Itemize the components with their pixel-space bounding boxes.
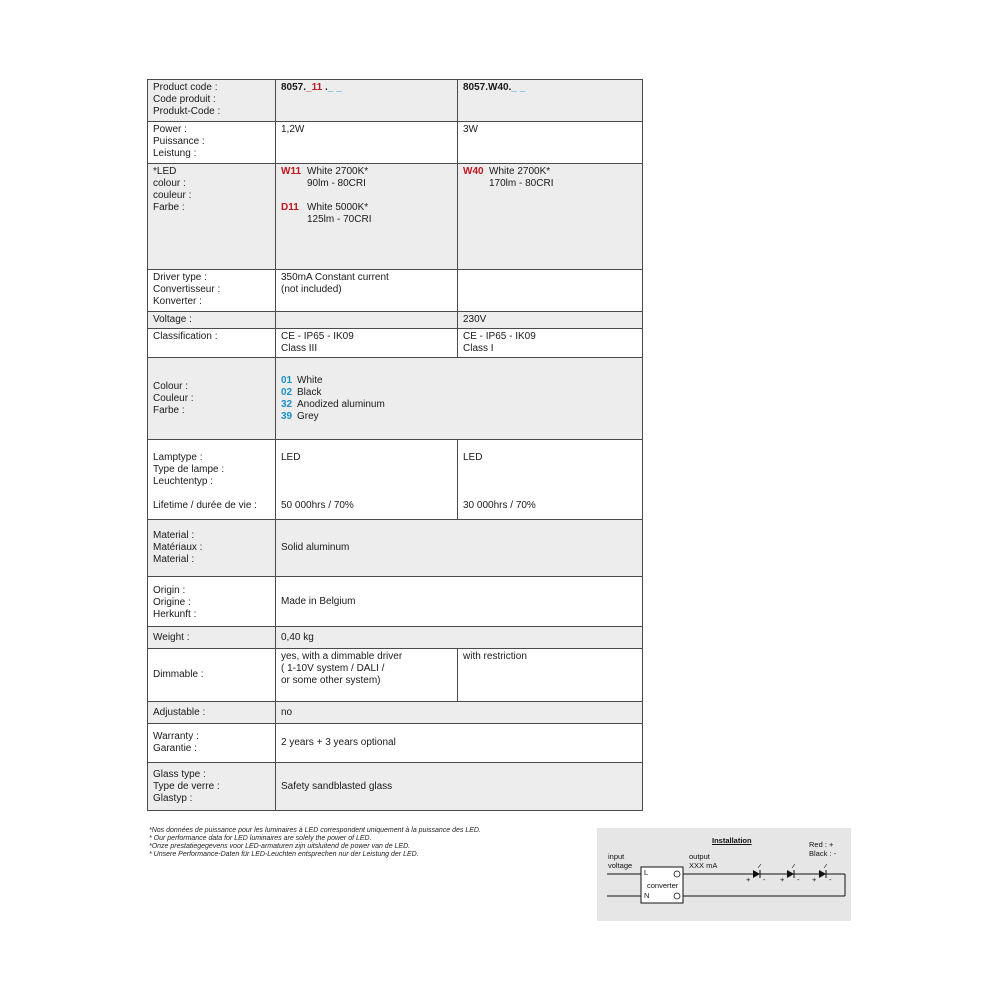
weight-value: 0,40 kg [276,627,643,649]
row-material [148,520,643,577]
lamptype-b: LED 30 000hrs / 70% [458,440,643,520]
product-code-b: 8057.W40._ _ [458,80,643,122]
led-plus-label: + [746,875,751,884]
led-option-d11: D11 White 5000K* 125lm - 70CRI [281,202,372,225]
label-dimmable: Dimmable : [148,649,276,702]
footnote-de: * Unsere Performance-Daten für LED-Leuchten entsprechen nur der Leistung der LED. [149,851,419,858]
led-minus-label: - [829,875,832,884]
label-product-code: Product code : Code produit : Produkt-Code : [148,80,276,122]
driver-b [458,270,643,312]
classification-b: CE - IP65 - IK09 Class I [458,329,643,358]
led-plus-label: + [780,875,785,884]
legend-black: Black : - [809,849,837,858]
row-led-colour [148,164,643,270]
led-colour-a [276,164,458,270]
row-driver [148,270,643,312]
footnotes [149,827,481,859]
led-minus-label: - [797,875,800,884]
classification-a: CE - IP65 - IK09 Class III [276,329,458,358]
label-origin: Origin : Origine : Herkunft : [148,577,276,627]
row-voltage [148,312,643,329]
row-warranty [148,724,643,763]
footnote-nl: *Onze prestatiegegevens voor LED-armaturen zijn uitsluitend de power van de LED. [149,843,411,850]
lamptype-a: LED 50 000hrs / 70% [276,440,458,520]
row-glass [148,763,643,811]
installation-diagram [597,828,851,921]
colour-option: 02 Black [281,386,322,398]
label-weight: Weight : [148,627,276,649]
dimmable-a: yes, with a dimmable driver ( 1-10V system / DALI / or some other system) [276,649,458,702]
label-colour: Colour : Couleur : Farbe : [148,358,276,440]
label-adjustable: Adjustable : [148,702,276,724]
colour-option: 39 Grey [281,410,319,422]
row-adjustable [148,702,643,724]
voltage-a [276,312,458,329]
row-power [148,122,643,164]
spec-table [147,79,643,811]
label-power: Power : Puissance : Leistung : [148,122,276,164]
label-glass: Glass type : Type de verre : Glastyp : [148,763,276,811]
origin-value: Made in Belgium [276,577,643,627]
label-led-colour: *LED colour : couleur : Farbe : [148,164,276,270]
label-lamptype: Lamptype : Type de lampe : Leuchtentyp : Lifetime / durée de vie : [148,440,276,520]
led-option-w40: W40 White 2700K* 170lm - 80CRI [463,166,554,189]
converter-label: converter [647,881,679,890]
row-weight [148,627,643,649]
label-lifetime: Lifetime / durée de vie : [153,500,257,511]
colour-option: 01 White [281,374,323,386]
led-option-w11: W11 White 2700K* 90lm - 80CRI [281,166,369,189]
row-lamptype [148,440,643,520]
row-colour [148,358,643,440]
terminal-n-label: N [644,891,650,900]
lifetime-b: 30 000hrs / 70% [463,500,536,511]
led-colour-b [458,164,643,270]
output-label: output XXX mA [689,852,718,870]
driver-a: 350mA Constant current (not included) [276,270,458,312]
label-warranty: Warranty : Garantie : [148,724,276,763]
footnote-fr: *Nos données de puissance pour les luminaires à LED correspondent uniquement à la puissance des LED. [149,827,481,834]
terminal-l-label: L [644,868,649,877]
row-product-code [148,80,643,122]
row-origin [148,577,643,627]
dimmable-b: with restriction [458,649,643,702]
led-diode-icon [787,864,795,878]
label-material: Material : Matériaux : Material : [148,520,276,577]
led-diode-icon [753,864,761,878]
label-voltage: Voltage : [148,312,276,329]
input-voltage-label: input voltage [608,852,633,870]
product-code-a: 8057._11 ._ _ [276,80,458,122]
led-minus-label: - [763,875,766,884]
glass-value: Safety sandblasted glass [276,763,643,811]
voltage-b: 230V [458,312,643,329]
power-b: 3W [458,122,643,164]
power-a: 1,2W [276,122,458,164]
footnote-en: * Our performance data for LED luminaires are solely the power of LED. [149,835,372,842]
row-classification [148,329,643,358]
warranty-value: 2 years + 3 years optional [276,724,643,763]
legend-red: Red : + [809,840,834,849]
colour-options [276,358,643,440]
label-driver: Driver type : Convertisseur : Konverter : [148,270,276,312]
led-plus-label: + [812,875,817,884]
material-value: Solid aluminum [276,520,643,577]
led-diode-icon [819,864,827,878]
colour-option: 32 Anodized aluminum [281,398,385,410]
installation-title: Installation [712,836,752,845]
row-dimmable [148,649,643,702]
adjustable-value: no [276,702,643,724]
lifetime-a: 50 000hrs / 70% [281,500,354,511]
label-classification: Classification : [148,329,276,358]
